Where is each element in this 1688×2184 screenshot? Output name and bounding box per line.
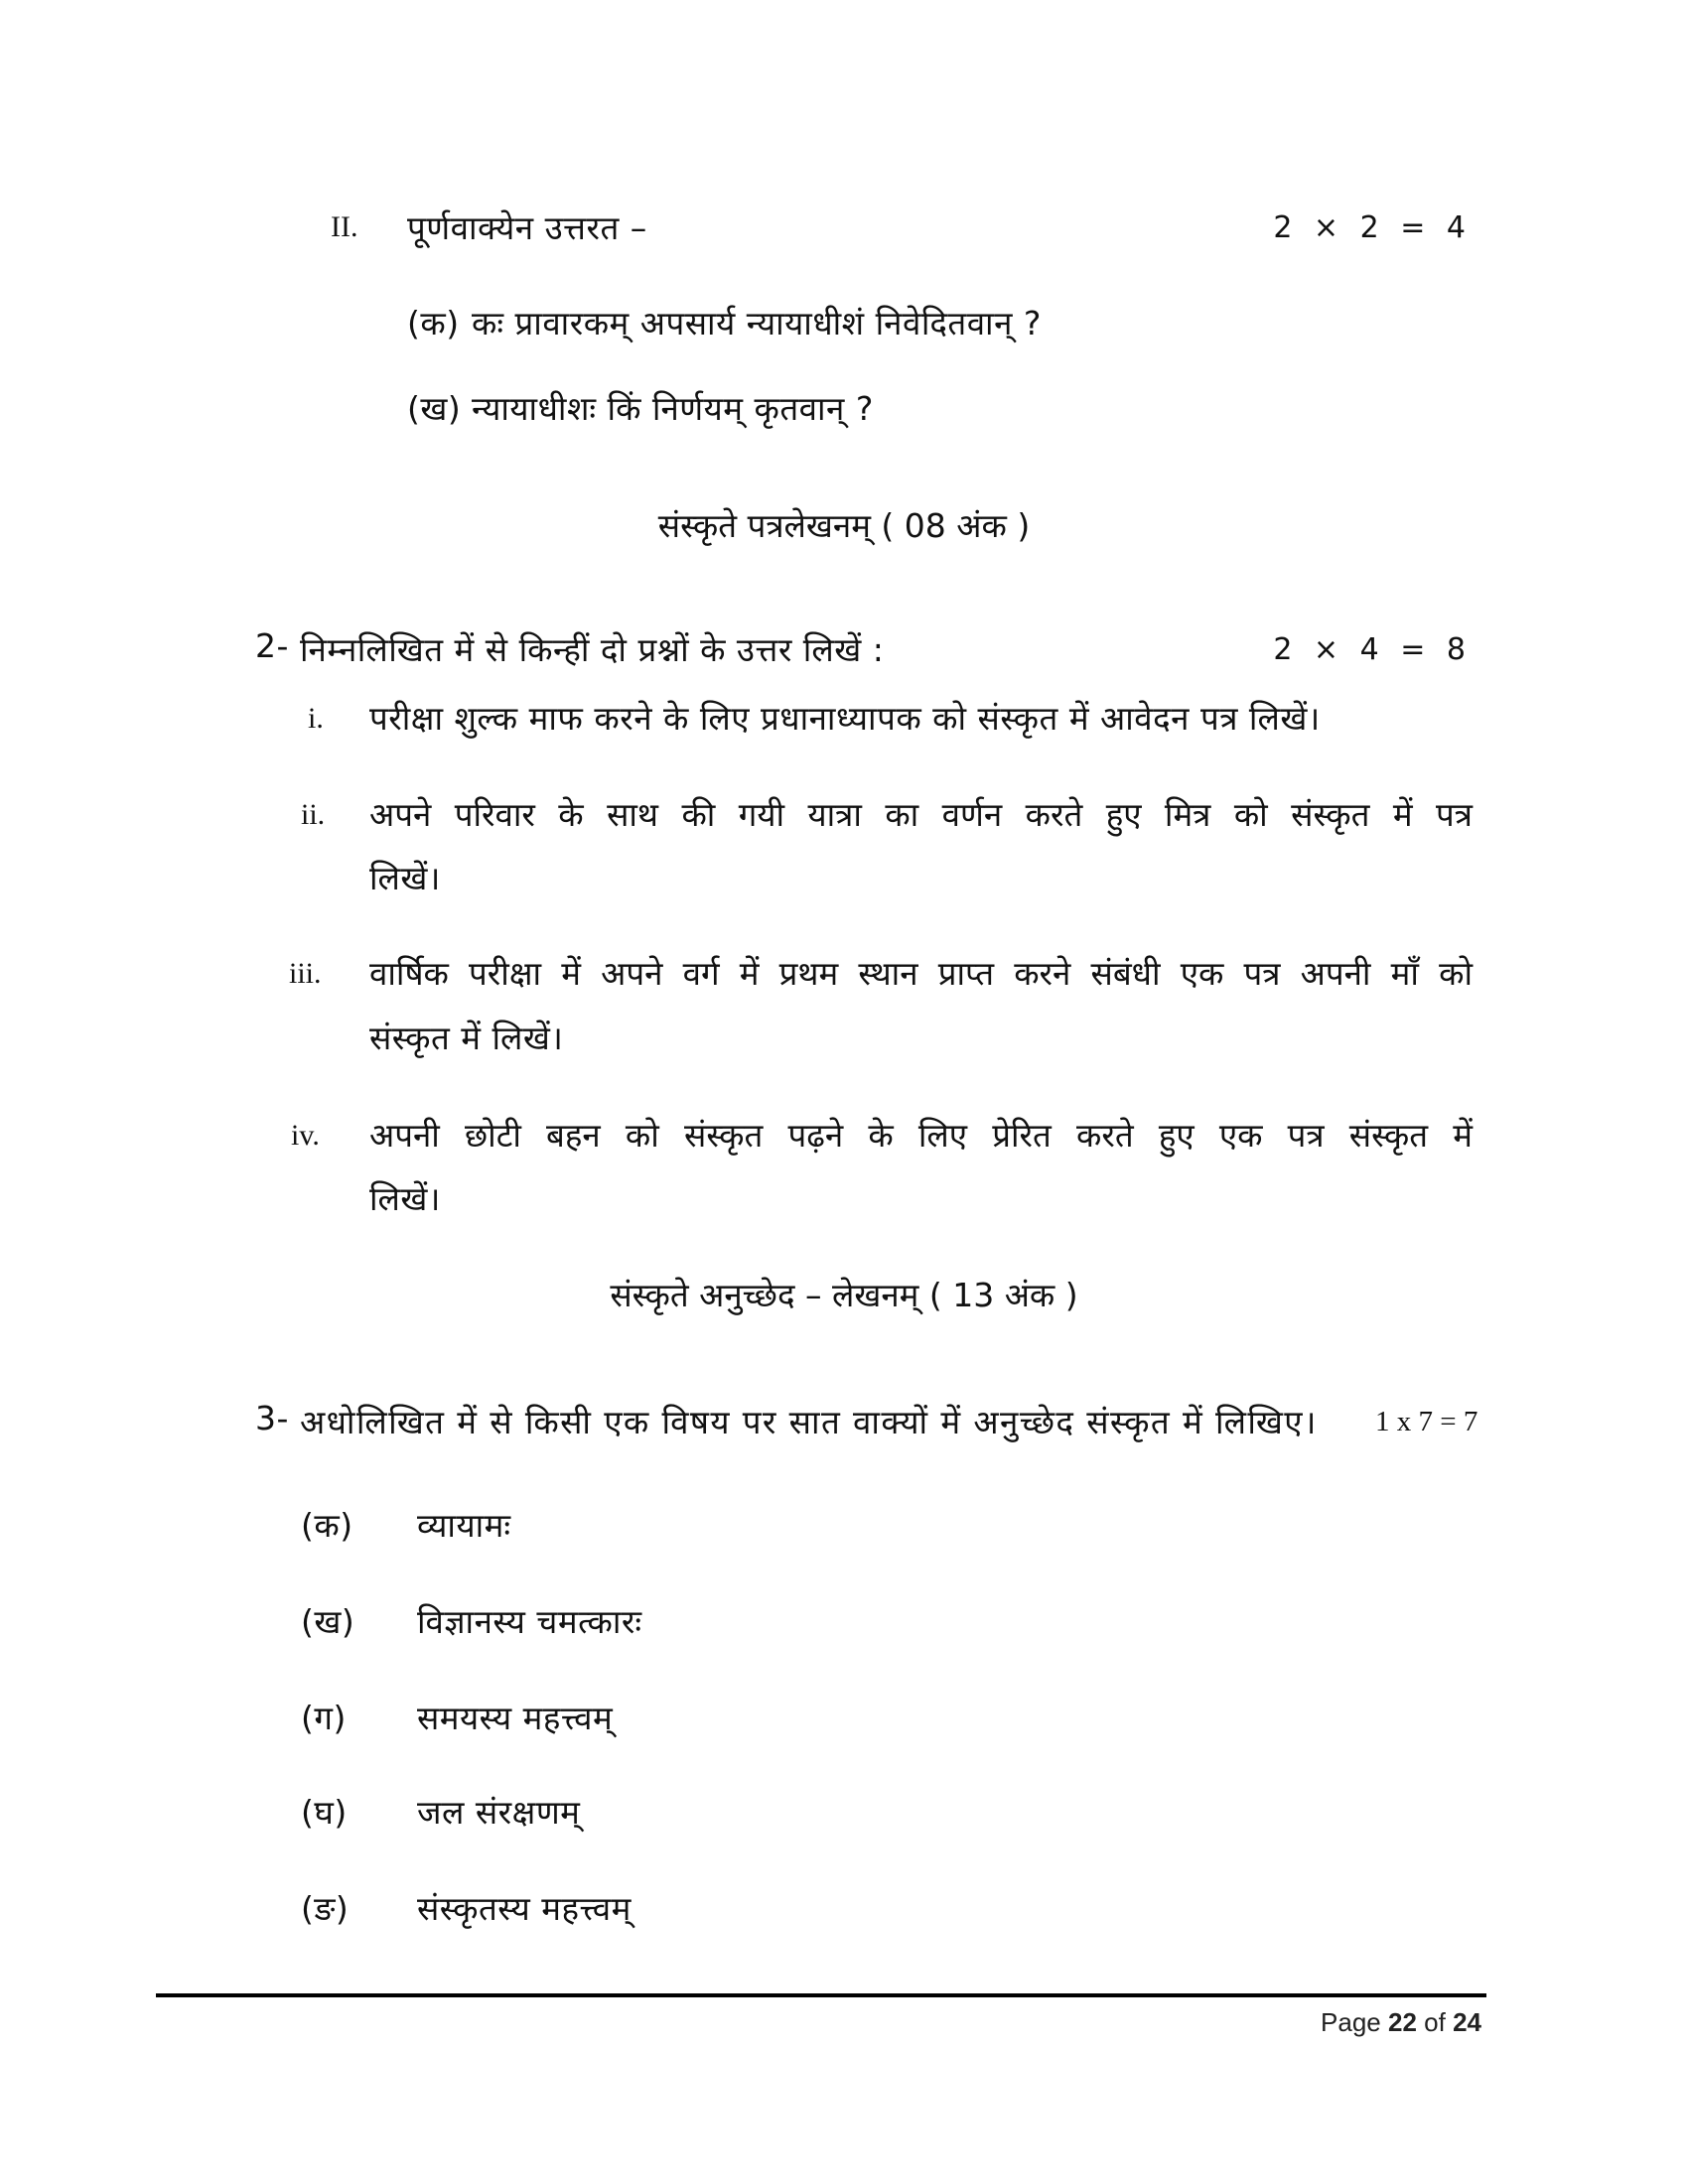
question-number: 3- <box>255 1399 289 1437</box>
page-number <box>1321 2007 1481 2038</box>
item-text: अपने परिवार के साथ की गयी यात्रा का वर्णन करते हुए मित्र को संस्कृत में पत्र <box>369 795 1473 834</box>
section-ii-instruction: पूर्णवाक्येन उत्तरत – <box>407 208 647 247</box>
item-text: परीक्षा शुल्क माफ करने के लिए प्रधानाध्यापक को संस्कृत में आवेदन पत्र लिखें। <box>369 699 1321 738</box>
item-label: iv. <box>291 1119 320 1152</box>
option-text: जल संरक्षणम् <box>417 1793 581 1832</box>
item-label: iii. <box>289 957 322 990</box>
section-heading-paragraph-writing: संस्कृते अनुच्छेद – लेखनम् ( 13 अंक ) <box>610 1276 1078 1314</box>
item-label: i. <box>308 702 324 735</box>
question-number: 2- <box>255 626 289 665</box>
option-text: संस्कृतस्य महत्त्वम् <box>417 1889 632 1928</box>
item-text: अपनी छोटी बहन को संस्कृत पढ़ने के लिए प्रेरित करते हुए एक पत्र संस्कृत में <box>369 1116 1473 1155</box>
option-label: (ङ) <box>301 1889 350 1928</box>
option-text: समयस्य महत्त्वम् <box>417 1699 614 1737</box>
question-marks: 1 x 7 = 7 <box>1375 1406 1478 1437</box>
question-instruction: अधोलिखित में से किसी एक विषय पर सात वाक्यों में अनुच्छेद संस्कृत में लिखिए। <box>300 1403 1318 1441</box>
option-label: (क) <box>301 1506 353 1545</box>
option-label: (घ) <box>301 1793 348 1832</box>
section-ii-q-label: (क) <box>407 304 460 342</box>
option-label: (ग) <box>301 1699 347 1737</box>
page-of: of <box>1424 2007 1446 2037</box>
option-text: व्यायामः <box>417 1506 511 1545</box>
section-ii-marks: 2 × 2 = 4 <box>1273 210 1472 245</box>
page-total: 24 <box>1453 2007 1481 2037</box>
page-current: 22 <box>1388 2007 1417 2037</box>
item-label: ii. <box>301 798 326 831</box>
item-text-continued: लिखें। <box>369 1179 441 1218</box>
section-ii-q-label: (ख) <box>407 389 462 428</box>
item-text: वार्षिक परीक्षा में अपने वर्ग में प्रथम स्थान प्राप्त करने संबंधी एक पत्र अपनी माँ को <box>369 954 1473 993</box>
section-heading-letter-writing: संस्कृते पत्रलेखनम् ( 08 अंक ) <box>657 506 1031 545</box>
section-ii-q-text: कः प्रावारकम् अपसार्य न्यायाधीशं निवेदितवान् ? <box>472 304 1042 342</box>
option-label: (ख) <box>301 1602 355 1641</box>
question-instruction: निम्नलिखित में से किन्हीं दो प्रश्नों के उत्तर लिखें : <box>300 630 885 669</box>
footer-divider <box>156 1993 1486 1997</box>
section-ii-label: II. <box>331 210 358 243</box>
question-marks: 2 × 4 = 8 <box>1273 632 1472 667</box>
item-text-continued: संस्कृत में लिखें। <box>369 1019 564 1057</box>
page-prefix: Page <box>1321 2007 1381 2037</box>
option-text: विज्ञानस्य चमत्कारः <box>417 1602 642 1641</box>
item-text-continued: लिखें। <box>369 859 441 897</box>
section-ii-q-text: न्यायाधीशः किं निर्णयम् कृतवान् ? <box>472 389 874 428</box>
